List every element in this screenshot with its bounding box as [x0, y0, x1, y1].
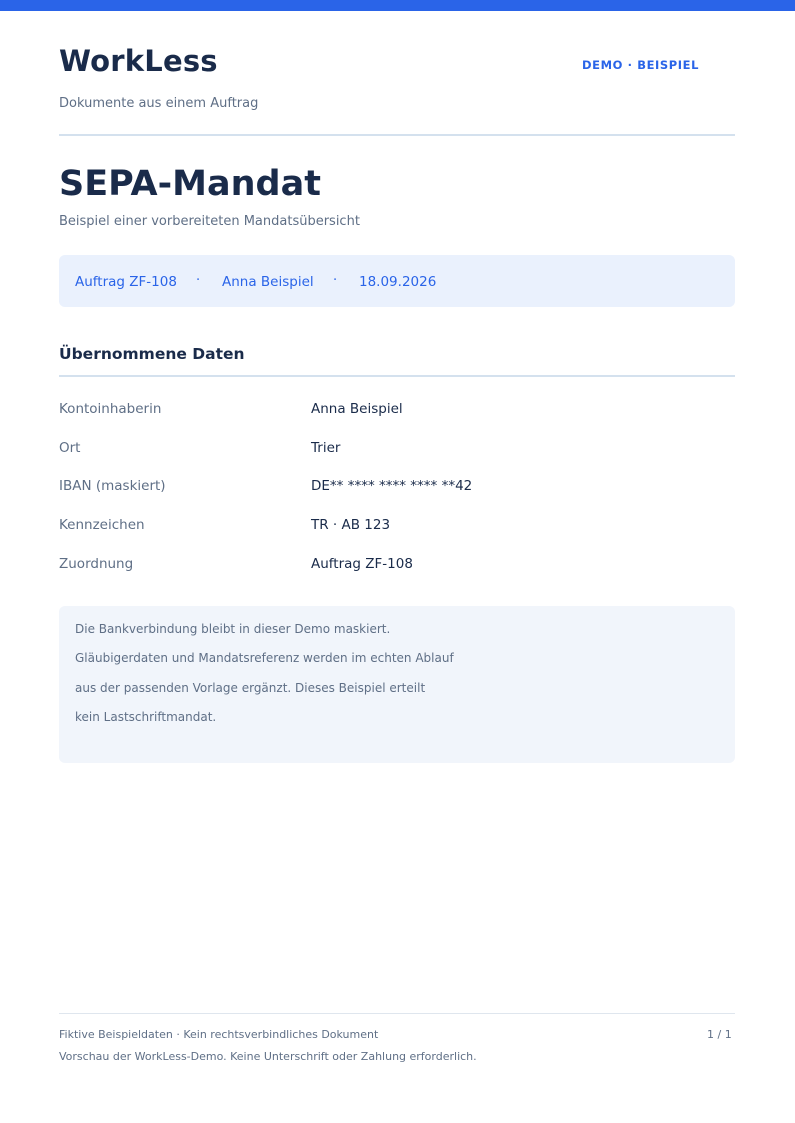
header-divider — [59, 134, 735, 136]
demo-badge: DEMO · BEISPIEL — [582, 58, 700, 72]
document-title: SEPA-Mandat — [59, 164, 321, 204]
row-label-account-holder: Kontoinhaberin — [59, 401, 162, 417]
section-divider — [59, 375, 735, 377]
row-label-plate: Kennzeichen — [59, 517, 145, 533]
row-value-assignment: Auftrag ZF-108 — [311, 556, 413, 572]
footer-disclaimer: Fiktive Beispieldaten · Kein rechtsverbindliches Dokument — [59, 1028, 379, 1041]
note-line: kein Lastschriftmandat. — [75, 710, 217, 724]
footer-divider — [59, 1013, 735, 1014]
row-label-iban: IBAN (maskiert) — [59, 478, 166, 494]
meta-person: Anna Beispiel — [222, 274, 314, 290]
note-line: aus der passenden Vorlage ergänzt. Dieses Beispiel erteilt — [75, 681, 426, 695]
row-value-iban: DE** **** **** **** **42 — [311, 478, 473, 494]
document-subtitle: Beispiel einer vorbereiteten Mandatsübersicht — [59, 214, 360, 229]
meta-order: Auftrag ZF-108 — [75, 274, 177, 290]
page-number: 1 / 1 — [707, 1028, 732, 1041]
row-value-plate: TR · AB 123 — [311, 517, 391, 533]
note-line: Die Bankverbindung bleibt in dieser Demo maskiert. — [75, 622, 391, 636]
row-label-city: Ort — [59, 440, 81, 456]
note-line: Gläubigerdaten und Mandatsreferenz werden im echten Ablauf — [75, 651, 454, 665]
brand-name: WorkLess — [59, 44, 218, 78]
brand-subtitle: Dokumente aus einem Auftrag — [59, 96, 259, 111]
top-accent-bar — [0, 0, 795, 11]
row-value-account-holder: Anna Beispiel — [311, 401, 403, 417]
row-value-city: Trier — [311, 440, 341, 456]
footer-preview-note: Vorschau der WorkLess-Demo. Keine Unterschrift oder Zahlung erforderlich. — [59, 1050, 477, 1063]
meta-date: 18.09.2026 — [359, 274, 437, 290]
meta-separator: · — [196, 273, 201, 288]
row-label-assignment: Zuordnung — [59, 556, 134, 572]
section-title: Übernommene Daten — [59, 345, 245, 363]
meta-separator: · — [333, 273, 338, 288]
